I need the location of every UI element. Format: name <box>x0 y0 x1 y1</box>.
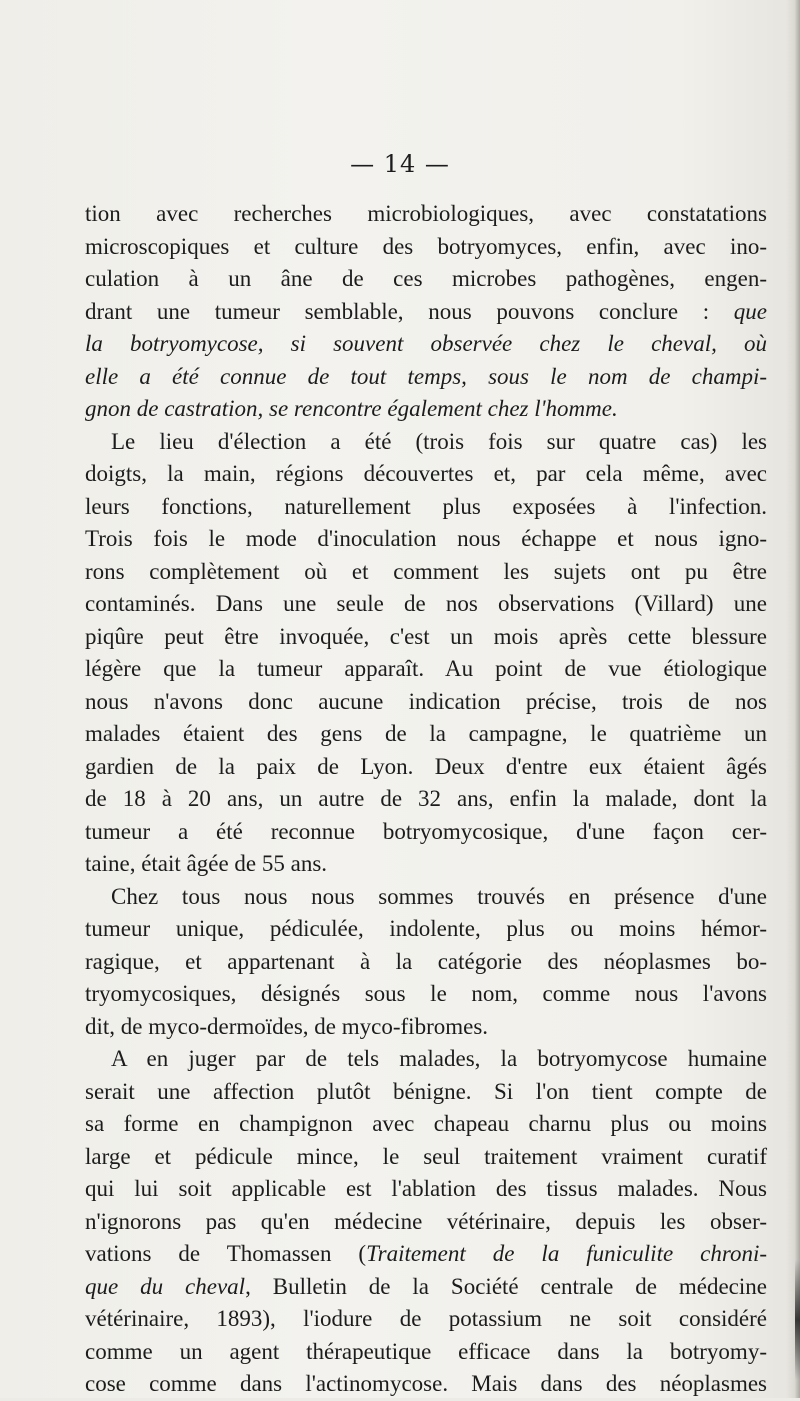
text-run: tryomycosiques, désignés sous le nom, comme nous l'avons <box>85 981 767 1006</box>
text-line <box>85 1271 767 1304</box>
text-line <box>85 718 767 751</box>
body-text <box>85 198 767 1401</box>
text-line <box>85 393 767 426</box>
text-line <box>85 913 767 946</box>
text-run: tumeur unique, pédiculée, indolente, plus ou moins hémor- <box>85 916 767 941</box>
text-line <box>85 978 767 1011</box>
text-run: tion avec recherches microbiologiques, avec constatations <box>85 201 767 226</box>
text-run: tumeur a été reconnue botryomycosique, d'une façon cer- <box>85 818 767 844</box>
italic-run: gnon de castration, se rencontre également chez l'homme. <box>85 396 618 421</box>
text-run: dit, de myco-dermoïdes, de myco-fibromes. <box>85 1013 489 1039</box>
text-line <box>85 231 767 264</box>
text-line <box>85 946 767 979</box>
page-number: — 14 — <box>350 150 450 178</box>
text-run: ragique, et appartenant à la catégorie des néoplasmes bo- <box>85 948 767 974</box>
text-run: qui lui soit applicable est l'ablation des tissus malades. Nous <box>85 1176 767 1201</box>
text-run: nous n'avons donc aucune indication précise, trois de nos <box>85 688 767 714</box>
text-line <box>85 361 767 394</box>
text-run: leurs fonctions, naturellement plus exposées à l'infection. <box>85 493 767 519</box>
page-edge-shadow <box>786 0 800 1398</box>
text-line <box>85 1141 767 1174</box>
text-line <box>85 426 767 459</box>
text-run: drant une tumeur semblable, nous pouvons conclure : <box>85 298 734 324</box>
text-run: piqûre peut être invoquée, c'est un mois après cette blessure <box>85 623 767 649</box>
text-line <box>85 523 767 556</box>
italic-run: Traitement de la funiculite chroni- <box>366 1241 767 1266</box>
text-line <box>85 296 767 329</box>
text-line <box>85 881 767 914</box>
text-line <box>85 653 767 686</box>
text-run: cose comme dans l'actinomycose. Mais dans des néoplasmes <box>85 1371 767 1396</box>
text-run: gardien de la paix de Lyon. Deux d'entre eux étaient âgés <box>85 753 767 779</box>
text-line <box>85 1336 767 1369</box>
text-run: légère que la tumeur apparaît. Au point de vue étiologique <box>85 656 767 681</box>
text-run: de 18 à 20 ans, un autre de 32 ans, enfin la malade, dont la <box>85 786 767 811</box>
text-run: culation à un âne de ces microbes pathogènes, engen- <box>85 266 767 291</box>
text-line <box>85 1011 767 1044</box>
text-line <box>85 556 767 589</box>
text-line <box>85 263 767 296</box>
italic-run: que <box>733 298 767 324</box>
text-line <box>85 1368 767 1401</box>
text-line <box>85 848 767 881</box>
text-line <box>85 1206 767 1239</box>
italic-run: la botryomycose, si souvent observée chez le cheval, où <box>85 331 767 356</box>
text-line <box>85 686 767 719</box>
text-line <box>85 1238 767 1271</box>
text-line <box>85 1043 767 1076</box>
text-run: Chez tous nous nous sommes trouvés en présence d'une <box>111 883 767 909</box>
text-run: sa forme en champignon avec chapeau charnu plus ou moins <box>85 1111 767 1136</box>
text-line <box>85 1303 767 1336</box>
text-line <box>85 1108 767 1141</box>
text-run: rons complètement où et comment les sujets ont pu être <box>85 558 767 584</box>
text-line <box>85 1173 767 1206</box>
text-run: n'ignorons pas qu'en médecine vétérinaire, depuis les obser- <box>85 1208 767 1234</box>
text-run: malades étaient des gens de la campagne, le quatrième un <box>85 721 767 746</box>
italic-run: que du cheval <box>85 1273 246 1299</box>
text-run: A en juger par de tels malades, la botryomycose humaine <box>111 1046 767 1071</box>
text-run: contaminés. Dans une seule de nos observations (Villard) une <box>85 591 767 616</box>
text-line <box>85 816 767 849</box>
italic-run: elle a été connue de tout temps, sous le nom de champi- <box>85 363 767 389</box>
text-line <box>85 751 767 784</box>
text-line <box>85 198 767 231</box>
text-run: , Bulletin de la Société centrale de médecine <box>245 1273 767 1299</box>
page-edge-mark <box>795 1260 800 1380</box>
text-line <box>85 328 767 361</box>
text-line <box>85 1076 767 1109</box>
text-line <box>85 588 767 621</box>
text-run: vations de Thomassen ( <box>85 1241 367 1266</box>
text-run: comme un agent thérapeutique efficace dans la botryomy- <box>85 1338 767 1364</box>
text-run: doigts, la main, régions découvertes et, par cela même, avec <box>85 461 767 486</box>
text-line <box>85 783 767 816</box>
text-run: large et pédicule mince, le seul traitement vraiment curatif <box>85 1143 767 1169</box>
text-run: Trois fois le mode d'inoculation nous échappe et nous igno- <box>85 526 767 551</box>
text-run: vétérinaire, 1893), l'iodure de potassium ne soit considéré <box>85 1306 767 1331</box>
text-run: microscopiques et culture des botryomyces, enfin, avec ino- <box>85 233 767 259</box>
text-run: serait une affection plutôt bénigne. Si l'on tient compte de <box>85 1078 767 1104</box>
text-line <box>85 621 767 654</box>
text-run: Le lieu d'élection a été (trois fois sur quatre cas) les <box>111 428 767 454</box>
text-run: taine, était âgée de 55 ans. <box>85 851 328 876</box>
text-line <box>85 458 767 491</box>
text-line <box>85 491 767 524</box>
